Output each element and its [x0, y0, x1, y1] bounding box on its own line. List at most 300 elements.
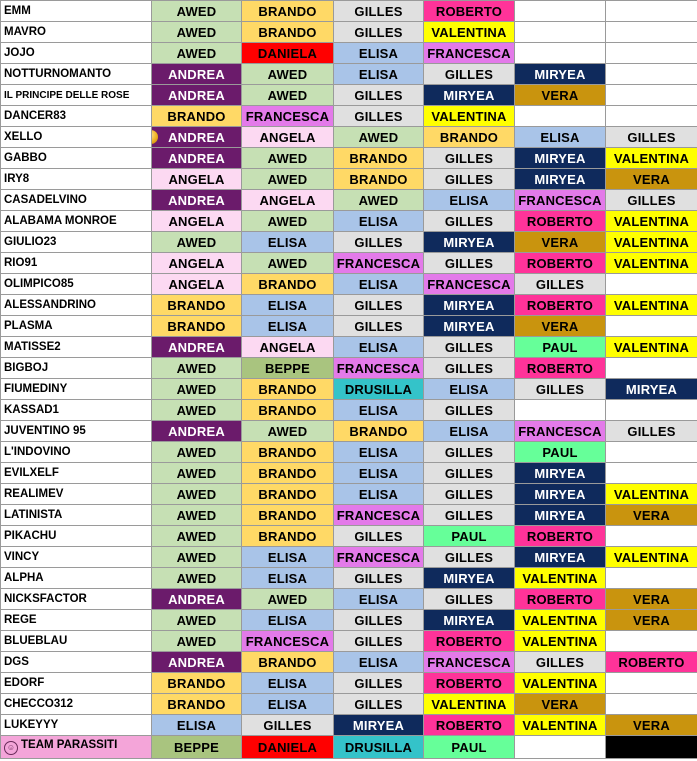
pick-cell: VERA	[606, 715, 697, 736]
pick-cell: ELISA	[334, 652, 424, 673]
pick-cell: GILLES	[334, 526, 424, 547]
player-name-label: PLASMA	[4, 320, 53, 332]
table-row	[1, 85, 697, 106]
pick-cell: AWED	[242, 148, 334, 169]
table-row	[1, 379, 697, 400]
pick-cell: VALENTINA	[424, 694, 515, 715]
table-row	[1, 463, 697, 484]
empty-cell	[606, 1, 697, 22]
pick-cell: GILLES	[606, 421, 697, 442]
pick-cell: VALENTINA	[606, 211, 697, 232]
pick-cell: ANDREA	[152, 421, 242, 442]
pick-cell: FRANCESCA	[334, 547, 424, 568]
pick-cell: ELISA	[242, 316, 334, 337]
pick-cell: BRANDO	[334, 148, 424, 169]
pick-cell: PAUL	[424, 736, 515, 759]
table-row	[1, 211, 697, 232]
player-name-label: FIUMEDINY	[4, 383, 68, 395]
pick-cell: MIRYEA	[424, 85, 515, 106]
pick-cell: AWED	[152, 43, 242, 64]
player-name	[1, 253, 152, 274]
pick-cell: ELISA	[334, 589, 424, 610]
pick-cell: ANDREA	[152, 652, 242, 673]
pick-cell: FRANCESCA	[334, 253, 424, 274]
pick-cell: FRANCESCA	[424, 274, 515, 295]
table-row	[1, 127, 697, 148]
pick-cell: BRANDO	[334, 421, 424, 442]
pick-cell: GILLES	[242, 715, 334, 736]
pick-cell: VERA	[515, 85, 606, 106]
pick-cell: ROBERTO	[424, 715, 515, 736]
player-name	[1, 463, 152, 484]
pick-cell: AWED	[152, 358, 242, 379]
player-name-label: LUKEYYY	[4, 719, 59, 731]
pick-cell: ELISA	[242, 694, 334, 715]
pick-cell: PAUL	[424, 526, 515, 547]
player-name-label: BLUEBLAU	[4, 635, 68, 647]
player-name	[1, 589, 152, 610]
player-name-label: LATINISTA	[4, 509, 63, 521]
pick-cell: AWED	[242, 169, 334, 190]
table-row	[1, 673, 697, 694]
pick-cell: FRANCESCA	[334, 358, 424, 379]
pick-cell: BRANDO	[334, 169, 424, 190]
empty-cell	[606, 358, 697, 379]
pick-cell: BRANDO	[242, 526, 334, 547]
pick-cell: ROBERTO	[424, 1, 515, 22]
player-name	[1, 358, 152, 379]
player-name	[1, 169, 152, 190]
pick-cell: VALENTINA	[515, 568, 606, 589]
table-row	[1, 421, 697, 442]
pick-cell: FRANCESCA	[424, 652, 515, 673]
empty-cell	[606, 106, 697, 127]
pick-cell: BRANDO	[242, 22, 334, 43]
pick-cell: MIRYEA	[424, 295, 515, 316]
pick-cell: GILLES	[424, 505, 515, 526]
pick-cell: ROBERTO	[424, 673, 515, 694]
player-name	[1, 442, 152, 463]
player-name-label: KASSAD1	[4, 404, 59, 416]
player-name	[1, 232, 152, 253]
pick-cell: DRUSILLA	[334, 736, 424, 759]
table-row	[1, 274, 697, 295]
player-name-label: REALIMEV	[4, 488, 64, 500]
player-name	[1, 652, 152, 673]
pick-cell: ELISA	[242, 610, 334, 631]
pick-cell: ANDREA	[152, 589, 242, 610]
pick-cell: GILLES	[424, 64, 515, 85]
pick-cell: VERA	[606, 610, 697, 631]
player-name	[1, 505, 152, 526]
pick-cell: BRANDO	[242, 505, 334, 526]
empty-cell	[515, 43, 606, 64]
player-name-label: MAVRO	[4, 26, 46, 38]
pick-cell: GILLES	[334, 610, 424, 631]
player-name	[1, 127, 152, 148]
pick-cell: AWED	[152, 232, 242, 253]
table-row	[1, 694, 697, 715]
pick-cell: ELISA	[242, 295, 334, 316]
pick-cell: AWED	[152, 610, 242, 631]
pick-cell: BRANDO	[242, 274, 334, 295]
player-name	[1, 400, 152, 421]
pick-cell: VERA	[606, 589, 697, 610]
pick-cell: ELISA	[334, 400, 424, 421]
player-name	[1, 547, 152, 568]
pick-cell: DRUSILLA	[334, 379, 424, 400]
pick-cell: MIRYEA	[334, 715, 424, 736]
pick-cell: VALENTINA	[515, 673, 606, 694]
pick-cell: GILLES	[424, 589, 515, 610]
table-row	[1, 232, 697, 253]
pick-cell: BRANDO	[152, 316, 242, 337]
pick-cell: AWED	[152, 631, 242, 652]
player-name-label: IRY8	[4, 173, 30, 185]
table-row	[1, 106, 697, 127]
pick-cell: AWED	[152, 379, 242, 400]
pick-cell: AWED	[152, 400, 242, 421]
pick-label: ANDREA	[168, 129, 225, 145]
pick-cell: ANDREA	[152, 85, 242, 106]
pick-cell: VERA	[606, 169, 697, 190]
pick-cell: MIRYEA	[515, 64, 606, 85]
player-name-label: OLIMPICO85	[4, 278, 74, 290]
pick-cell: ELISA	[334, 274, 424, 295]
pick-cell: MIRYEA	[424, 610, 515, 631]
pick-cell: FRANCESCA	[334, 505, 424, 526]
pick-cell: ANGELA	[152, 274, 242, 295]
pick-cell: FRANCESCA	[242, 631, 334, 652]
pick-cell: VALENTINA	[424, 106, 515, 127]
pick-cell: GILLES	[334, 694, 424, 715]
pick-cell: GILLES	[424, 358, 515, 379]
pick-cell: ROBERTO	[515, 295, 606, 316]
pick-cell: ELISA	[424, 379, 515, 400]
pick-cell: GILLES	[606, 127, 697, 148]
pick-cell: MIRYEA	[515, 169, 606, 190]
pick-cell: BRANDO	[242, 379, 334, 400]
pick-cell: DANIELA	[242, 736, 334, 759]
pick-cell: AWED	[152, 505, 242, 526]
player-name	[1, 64, 152, 85]
pick-cell: GILLES	[334, 295, 424, 316]
table-row	[1, 253, 697, 274]
table-row	[1, 190, 697, 211]
pick-cell: GILLES	[606, 190, 697, 211]
pick-cell: BRANDO	[152, 673, 242, 694]
table-row	[1, 505, 697, 526]
player-name	[1, 85, 152, 106]
pick-cell: GILLES	[424, 547, 515, 568]
pick-cell: MIRYEA	[424, 316, 515, 337]
pick-cell: VALENTINA	[606, 337, 697, 358]
pick-cell: AWED	[152, 526, 242, 547]
pick-cell: AWED	[152, 463, 242, 484]
pick-cell: ANGELA	[242, 337, 334, 358]
player-name-label: JUVENTINO 95	[4, 425, 86, 437]
pick-cell: GILLES	[515, 379, 606, 400]
pick-cell: BRANDO	[242, 1, 334, 22]
pick-cell: AWED	[334, 127, 424, 148]
pick-cell: FRANCESCA	[242, 106, 334, 127]
pick-cell: VERA	[606, 505, 697, 526]
player-name	[1, 379, 152, 400]
pick-cell: AWED	[334, 190, 424, 211]
pick-cell: ANGELA	[242, 127, 334, 148]
pick-cell: VALENTINA	[606, 547, 697, 568]
pick-cell: GILLES	[424, 169, 515, 190]
table-row	[1, 22, 697, 43]
pick-cell: GILLES	[334, 316, 424, 337]
pick-cell: ELISA	[242, 673, 334, 694]
pick-cell: MIRYEA	[424, 232, 515, 253]
player-name-label: BIGBOJ	[4, 362, 49, 374]
player-name	[1, 1, 152, 22]
table-row	[1, 442, 697, 463]
pick-cell: GILLES	[424, 400, 515, 421]
pick-cell: ANDREA	[152, 64, 242, 85]
pick-cell: GILLES	[424, 148, 515, 169]
player-name	[1, 274, 152, 295]
pick-cell: ANDREA	[152, 148, 242, 169]
team-name-label: TEAM PARASSITI	[21, 739, 118, 751]
empty-cell	[606, 631, 697, 652]
player-name	[1, 484, 152, 505]
player-name	[1, 22, 152, 43]
player-name-label: RIO91	[4, 257, 38, 269]
pick-cell: AWED	[152, 568, 242, 589]
player-name	[1, 568, 152, 589]
player-name-label: CHECCO312	[4, 698, 74, 710]
pick-cell: AWED	[152, 22, 242, 43]
player-name	[1, 715, 152, 736]
pick-cell: GILLES	[334, 232, 424, 253]
pick-cell: ROBERTO	[515, 253, 606, 274]
pick-cell: FRANCESCA	[515, 421, 606, 442]
pick-cell: ELISA	[424, 421, 515, 442]
pick-cell: GILLES	[334, 673, 424, 694]
empty-cell	[606, 568, 697, 589]
empty-cell	[515, 22, 606, 43]
medal-icon	[152, 130, 159, 144]
pick-cell: MIRYEA	[515, 463, 606, 484]
player-name-label: ALPHA	[4, 572, 44, 584]
pick-cell: ROBERTO	[515, 358, 606, 379]
team-icon: ☺	[4, 741, 18, 755]
player-name-label: NOTTURNOMANTO	[4, 68, 112, 80]
pick-cell: ROBERTO	[515, 526, 606, 547]
pick-cell: FRANCESCA	[424, 43, 515, 64]
table-body	[1, 1, 697, 759]
player-name-label: ALESSANDRINO	[4, 299, 97, 311]
empty-cell	[606, 694, 697, 715]
empty-cell	[606, 64, 697, 85]
table-row	[1, 337, 697, 358]
pick-cell: AWED	[242, 253, 334, 274]
pick-cell: MIRYEA	[606, 379, 697, 400]
player-name-label: CASADELVINO	[4, 194, 87, 206]
pick-cell: AWED	[152, 484, 242, 505]
pick-cell: ELISA	[515, 127, 606, 148]
pick-cell: GILLES	[334, 85, 424, 106]
table-row	[1, 568, 697, 589]
player-name-label: EMM	[4, 5, 31, 17]
empty-cell	[606, 463, 697, 484]
player-name	[1, 526, 152, 547]
pick-cell: BRANDO	[242, 400, 334, 421]
empty-cell	[606, 316, 697, 337]
pick-cell: BEPPE	[242, 358, 334, 379]
empty-cell	[606, 400, 697, 421]
pick-cell: BEPPE	[152, 736, 242, 759]
table-row	[1, 484, 697, 505]
pick-cell: BRANDO	[152, 295, 242, 316]
pick-cell: PAUL	[515, 442, 606, 463]
player-name-label: MATISSE2	[4, 341, 61, 353]
pick-cell: BRANDO	[152, 694, 242, 715]
pick-cell: GILLES	[424, 253, 515, 274]
table-row	[1, 358, 697, 379]
pick-cell: BRANDO	[152, 106, 242, 127]
pick-cell: ANGELA	[242, 190, 334, 211]
pick-cell: AWED	[242, 211, 334, 232]
pick-cell: ROBERTO	[606, 652, 697, 673]
pick-cell: ANGELA	[152, 169, 242, 190]
player-name-label: DANCER83	[4, 110, 66, 122]
pick-cell: GILLES	[424, 337, 515, 358]
empty-cell	[606, 85, 697, 106]
table-row	[1, 715, 697, 736]
pick-cell: AWED	[152, 442, 242, 463]
empty-cell	[606, 673, 697, 694]
empty-cell	[515, 736, 606, 759]
player-name	[1, 610, 152, 631]
player-name	[1, 43, 152, 64]
pick-cell: ELISA	[334, 442, 424, 463]
pick-cell: VALENTINA	[515, 610, 606, 631]
empty-cell	[606, 274, 697, 295]
player-name	[1, 694, 152, 715]
pick-cell: ANGELA	[152, 253, 242, 274]
pick-cell: AWED	[242, 85, 334, 106]
pick-cell: GILLES	[515, 274, 606, 295]
pick-cell: MIRYEA	[515, 505, 606, 526]
pick-cell: GILLES	[424, 463, 515, 484]
player-name	[1, 190, 152, 211]
pick-cell: ELISA	[334, 43, 424, 64]
pick-cell: VALENTINA	[606, 253, 697, 274]
player-name-label: EDORF	[4, 677, 45, 689]
pick-cell: ELISA	[424, 190, 515, 211]
pick-cell: BRANDO	[242, 484, 334, 505]
player-name-label: L'INDOVINO	[4, 446, 71, 458]
pick-cell: VERA	[515, 694, 606, 715]
player-name-label: GIULIO23	[4, 236, 57, 248]
empty-cell	[515, 106, 606, 127]
player-name	[1, 148, 152, 169]
pick-cell: GILLES	[515, 652, 606, 673]
team-row	[1, 736, 697, 759]
table-row	[1, 295, 697, 316]
player-name-label: XELLO	[4, 131, 43, 143]
table-row	[1, 589, 697, 610]
table-row	[1, 43, 697, 64]
player-name	[1, 421, 152, 442]
pick-cell: AWED	[242, 64, 334, 85]
pick-cell: BRANDO	[424, 127, 515, 148]
pick-cell: ELISA	[334, 463, 424, 484]
player-name-label: PIKACHU	[4, 530, 57, 542]
pick-cell: GILLES	[424, 211, 515, 232]
table-row	[1, 64, 697, 85]
player-name-label: DGS	[4, 656, 29, 668]
pick-cell	[152, 127, 242, 148]
pick-cell: ELISA	[334, 64, 424, 85]
empty-cell	[606, 43, 697, 64]
player-name	[1, 295, 152, 316]
pick-cell: ELISA	[242, 232, 334, 253]
empty-cell	[606, 526, 697, 547]
empty-cell	[606, 22, 697, 43]
pick-cell: FRANCESCA	[515, 190, 606, 211]
pick-cell: GILLES	[334, 631, 424, 652]
player-name-label: IL PRINCIPE DELLE ROSE	[4, 90, 130, 101]
player-name-label: NICKSFACTOR	[4, 593, 87, 605]
player-name-label: REGE	[4, 614, 37, 626]
pick-cell: ELISA	[242, 568, 334, 589]
player-name-label: JOJO	[4, 47, 35, 59]
table-row	[1, 148, 697, 169]
pick-cell: VERA	[515, 316, 606, 337]
pick-cell: GILLES	[424, 484, 515, 505]
pick-cell: AWED	[152, 1, 242, 22]
table-row	[1, 169, 697, 190]
empty-cell	[515, 1, 606, 22]
table-row	[1, 547, 697, 568]
pick-cell: VALENTINA	[606, 232, 697, 253]
pick-cell: DANIELA	[242, 43, 334, 64]
pick-cell: GILLES	[334, 1, 424, 22]
pick-cell: ELISA	[242, 547, 334, 568]
empty-cell	[606, 442, 697, 463]
pick-cell: AWED	[242, 589, 334, 610]
table-row	[1, 631, 697, 652]
player-name	[1, 337, 152, 358]
pick-cell: VALENTINA	[606, 484, 697, 505]
pick-cell: VALENTINA	[424, 22, 515, 43]
player-name	[1, 316, 152, 337]
table-row	[1, 652, 697, 673]
black-cell	[606, 736, 697, 759]
player-name-label: VINCY	[4, 551, 40, 563]
pick-cell: AWED	[242, 421, 334, 442]
pick-cell: VERA	[515, 232, 606, 253]
player-name	[1, 631, 152, 652]
pick-cell: PAUL	[515, 337, 606, 358]
pick-cell: ANDREA	[152, 190, 242, 211]
table-row	[1, 526, 697, 547]
pick-cell: ROBERTO	[424, 631, 515, 652]
team-name	[1, 736, 152, 759]
pick-cell: ANGELA	[152, 211, 242, 232]
table-row	[1, 1, 697, 22]
pick-cell: ELISA	[334, 337, 424, 358]
pick-cell: VALENTINA	[515, 715, 606, 736]
table-row	[1, 316, 697, 337]
pick-cell: GILLES	[334, 22, 424, 43]
pick-cell: AWED	[152, 547, 242, 568]
